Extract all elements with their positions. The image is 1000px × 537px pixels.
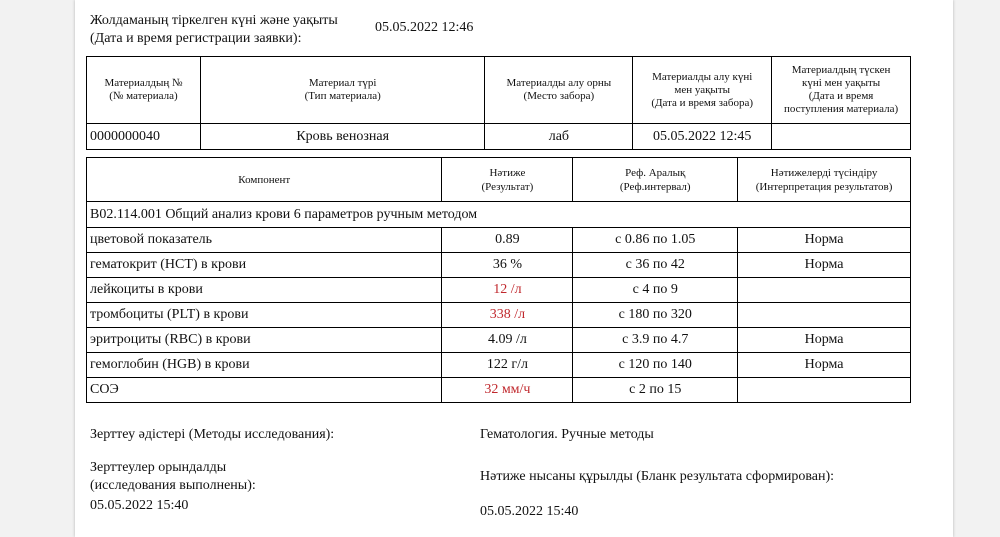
reference-header: Реф. Аралық (Реф.интервал) [573,158,738,202]
collection-place: лаб [485,124,633,150]
methods-value: Гематология. Ручные методы [480,427,654,442]
result-row [87,303,911,328]
result-value: 32 мм/ч [442,378,573,403]
component-name: тромбоциты (PLT) в крови [87,303,442,328]
collection-datetime: 05.05.2022 12:45 [633,124,772,150]
results-table [86,157,911,403]
methods-label: Зерттеу әдістері (Методы исследования): [90,427,335,442]
registration-label-ru: (Дата и время регистрации заявки): [90,31,302,46]
material-table [86,56,911,150]
result-row [87,353,911,378]
document-page [75,0,953,537]
form-generated-date: 05.05.2022 15:40 [480,504,579,519]
result-row [87,278,911,303]
reference-interval: с 0.86 по 1.05 [573,228,738,253]
result-value: 122 г/л [442,353,573,378]
material-number: 0000000040 [87,124,201,150]
component-name: СОЭ [87,378,442,403]
results-header-row [87,158,911,202]
reference-interval: с 120 по 140 [573,353,738,378]
reference-interval: с 3.9 по 4.7 [573,328,738,353]
form-generated-label: Нәтиже нысаны құрылды (Бланк результата сформирован): [480,469,835,484]
performed-label-ru: (исследования выполнены): [90,478,256,493]
result-value: 12 /л [442,278,573,303]
interpretation [738,278,911,303]
component-header: Компонент [87,158,442,202]
registration-datetime: 05.05.2022 12:46 [375,20,474,35]
result-value: 36 % [442,253,573,278]
interpretation: Норма [738,253,911,278]
result-row [87,378,911,403]
interpretation-header: Нәтижелерді түсіндіру (Интерпретация результатов) [738,158,911,202]
reference-interval: с 36 по 42 [573,253,738,278]
test-group-row [87,202,911,228]
receipt-datetime-header: Материалдың түскен күні мен уақыты (Дата и время поступления материала) [772,57,911,124]
performed-label [90,459,256,495]
reference-interval: с 4 по 9 [573,278,738,303]
collection-place-header: Материалды алу орны (Место забора) [485,57,633,124]
interpretation: Норма [738,228,911,253]
interpretation [738,303,911,328]
material-type-header: Материал түрі (Тип материала) [200,57,485,124]
result-row [87,228,911,253]
material-row [87,124,911,150]
result-header: Нәтиже (Результат) [442,158,573,202]
receipt-datetime [772,124,911,150]
material-type: Кровь венозная [200,124,485,150]
component-name: эритроциты (RBC) в крови [87,328,442,353]
performed-date: 05.05.2022 15:40 [90,498,189,513]
component-name: гемоглобин (HGB) в крови [87,353,442,378]
performed-label-kz: Зерттеулер орындалды [90,460,227,475]
interpretation: Норма [738,353,911,378]
result-value: 338 /л [442,303,573,328]
component-name: цветовой показатель [87,228,442,253]
registration-label-kz: Жолдаманың тіркелген күні және уақыты [90,13,338,28]
interpretation: Норма [738,328,911,353]
result-row [87,253,911,278]
material-number-header: Материалдың № (№ материала) [87,57,201,124]
reference-interval: с 2 по 15 [573,378,738,403]
result-row [87,328,911,353]
interpretation [738,378,911,403]
component-name: лейкоциты в крови [87,278,442,303]
component-name: гематокрит (HCT) в крови [87,253,442,278]
test-group-title: B02.114.001 Общий анализ крови 6 параметров ручным методом [87,202,911,228]
registration-label [90,12,338,48]
result-value: 0.89 [442,228,573,253]
collection-datetime-header: Материалды алу күні мен уақыты (Дата и время забора) [633,57,772,124]
result-value: 4.09 /л [442,328,573,353]
material-header-row [87,57,911,124]
reference-interval: с 180 по 320 [573,303,738,328]
